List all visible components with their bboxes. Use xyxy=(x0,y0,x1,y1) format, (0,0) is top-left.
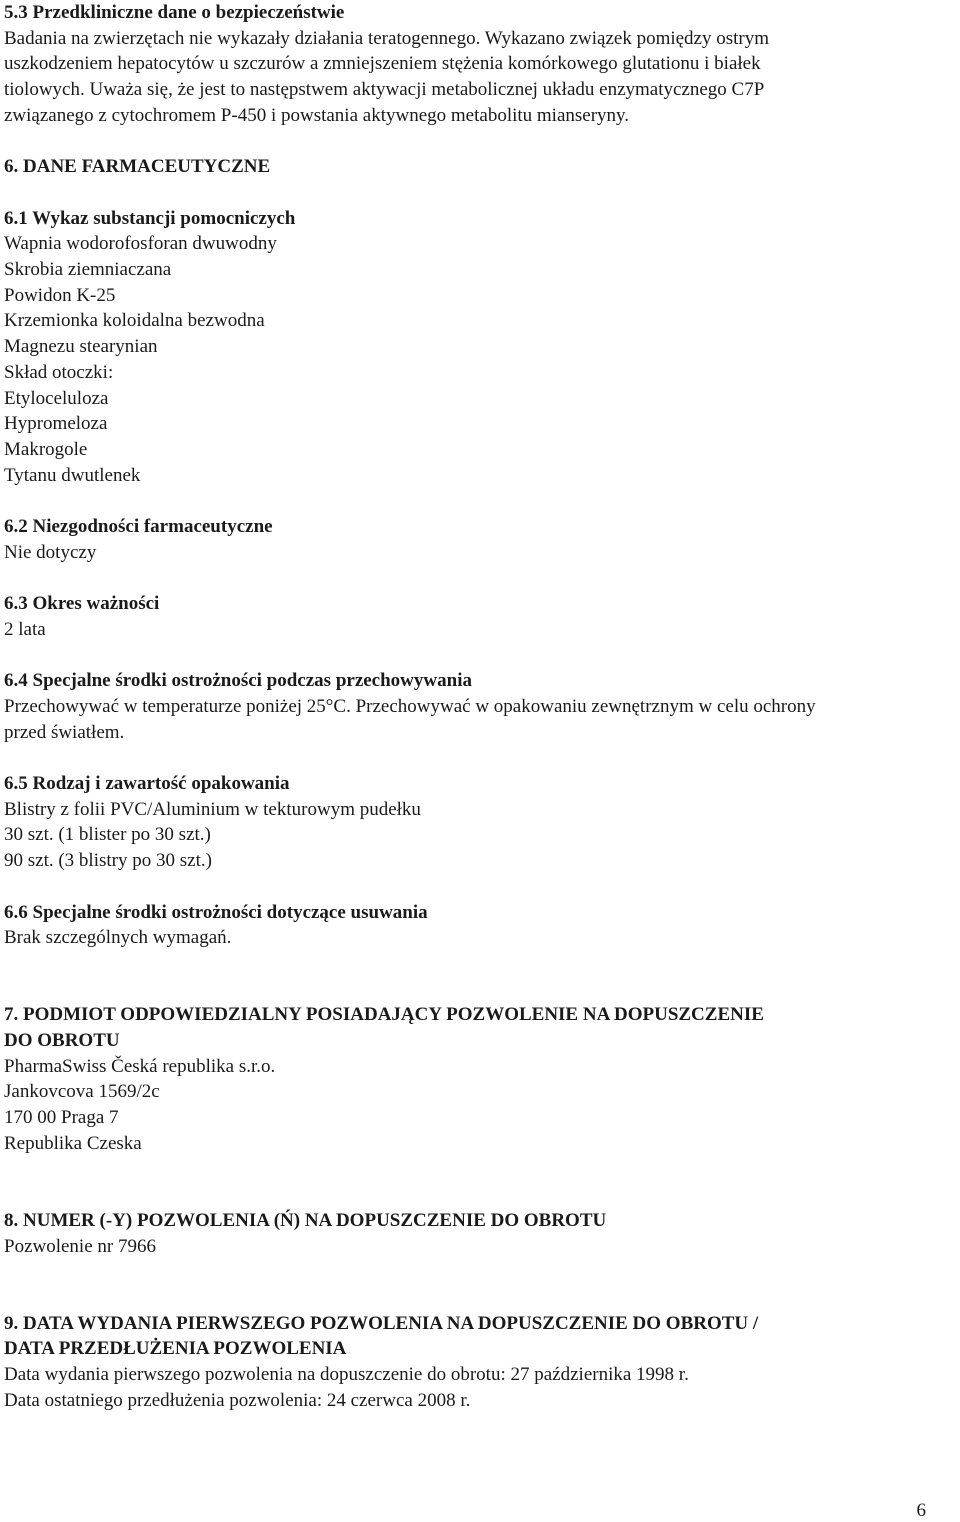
section-heading: 7. PODMIOT ODPOWIEDZIALNY POSIADAJĄCY POZWOLENIE NA DOPUSZCZENIE xyxy=(4,1004,764,1026)
section-heading: 6.5 Rodzaj i zawartość opakowania xyxy=(4,773,290,794)
list-item: Etyloceluloza xyxy=(4,387,109,409)
section-7 xyxy=(4,1002,958,1156)
paragraph-line: Blistry z folii PVC/Aluminium w tekturowym pudełku xyxy=(4,798,421,820)
section-heading: 9. DATA WYDANIA PIERWSZEGO POZWOLENIA NA DOPUSZCZENIE DO OBROTU / xyxy=(4,1312,759,1334)
section-6-6 xyxy=(4,900,958,951)
section-5-3 xyxy=(4,0,958,129)
section-6-2 xyxy=(4,514,958,565)
paragraph-line: przed światłem. xyxy=(4,721,125,743)
section-6-4 xyxy=(4,668,958,745)
section-9 xyxy=(4,1311,958,1414)
paragraph-line: 2 lata xyxy=(4,618,46,640)
section-heading: 6.3 Okres ważności xyxy=(4,593,160,615)
section-heading: 6.6 Specjalne środki ostrożności dotyczące usuwania xyxy=(4,901,428,923)
list-item: Krzemionka koloidalna bezwodna xyxy=(4,310,265,332)
list-item: Magnezu stearynian xyxy=(4,336,158,358)
list-item: Hypromeloza xyxy=(4,413,108,435)
section-6-5 xyxy=(4,771,958,874)
section-heading: 6. DANE FARMACEUTYCZNE xyxy=(4,156,271,178)
address-line: Jankovcova 1569/2c xyxy=(4,1081,160,1103)
section-6 xyxy=(4,154,958,180)
section-heading: DO OBROTU xyxy=(4,1030,120,1051)
paragraph-line: Badania na zwierzętach nie wykazały działania teratogennego. Wykazano związek pomiędzy ostrym xyxy=(4,27,770,49)
list-item: Powidon K-25 xyxy=(4,284,116,306)
list-item: Makrogole xyxy=(4,438,88,460)
address-line: Republika Czeska xyxy=(4,1132,142,1154)
paragraph-line: Data ostatniego przedłużenia pozwolenia: 24 czerwca 2008 r. xyxy=(4,1389,471,1411)
document-page xyxy=(4,0,958,1414)
paragraph-line: Przechowywać w temperaturze poniżej 25°C. Przechowywać w opakowaniu zewnętrznym w celu ochrony xyxy=(4,695,816,717)
address-line: PharmaSwiss Česká republika s.r.o. xyxy=(4,1055,276,1077)
section-6-3 xyxy=(4,591,958,642)
list-item: Skład otoczki: xyxy=(4,361,114,383)
paragraph-line: 90 szt. (3 blistry po 30 szt.) xyxy=(4,850,212,872)
section-heading: 6.2 Niezgodności farmaceutyczne xyxy=(4,516,273,538)
paragraph-line: Nie dotyczy xyxy=(4,541,97,563)
section-heading: 6.1 Wykaz substancji pomocniczych xyxy=(4,207,296,229)
paragraph-line: Brak szczególnych wymagań. xyxy=(4,927,232,949)
paragraph-line: uszkodzeniem hepatocytów u szczurów a zmniejszeniem stężenia komórkowego glutationu i białek xyxy=(4,53,761,75)
list-item: Wapnia wodorofosforan dwuwodny xyxy=(4,233,277,255)
paragraph-line: 30 szt. (1 blister po 30 szt.) xyxy=(4,824,211,846)
section-8 xyxy=(4,1208,958,1259)
paragraph-line: tiolowych. Uważa się, że jest to następstwem aktywacji metabolicznej układu enzymatycznego C7P xyxy=(4,79,765,101)
list-item: Skrobia ziemniaczana xyxy=(4,259,172,280)
section-heading: 5.3 Przedkliniczne dane o bezpieczeństwie xyxy=(4,2,345,23)
paragraph-line: związanego z cytochromem P-450 i powstania aktywnego metabolitu mianseryny. xyxy=(4,104,630,126)
section-heading: 8. NUMER (-Y) POZWOLENIA (Ń) NA DOPUSZCZENIE DO OBROTU xyxy=(4,1209,607,1231)
section-heading: 6.4 Specjalne środki ostrożności podczas przechowywania xyxy=(4,670,472,692)
page-number: 6 xyxy=(916,1500,926,1521)
section-heading: DATA PRZEDŁUŻENIA POZWOLENIA xyxy=(4,1338,347,1360)
list-item: Tytanu dwutlenek xyxy=(4,464,141,486)
section-6-1 xyxy=(4,206,958,489)
paragraph-line: Data wydania pierwszego pozwolenia na dopuszczenie do obrotu: 27 października 1998 r. xyxy=(4,1364,689,1386)
paragraph-line: Pozwolenie nr 7966 xyxy=(4,1235,156,1257)
address-line: 170 00 Praga 7 xyxy=(4,1107,119,1129)
